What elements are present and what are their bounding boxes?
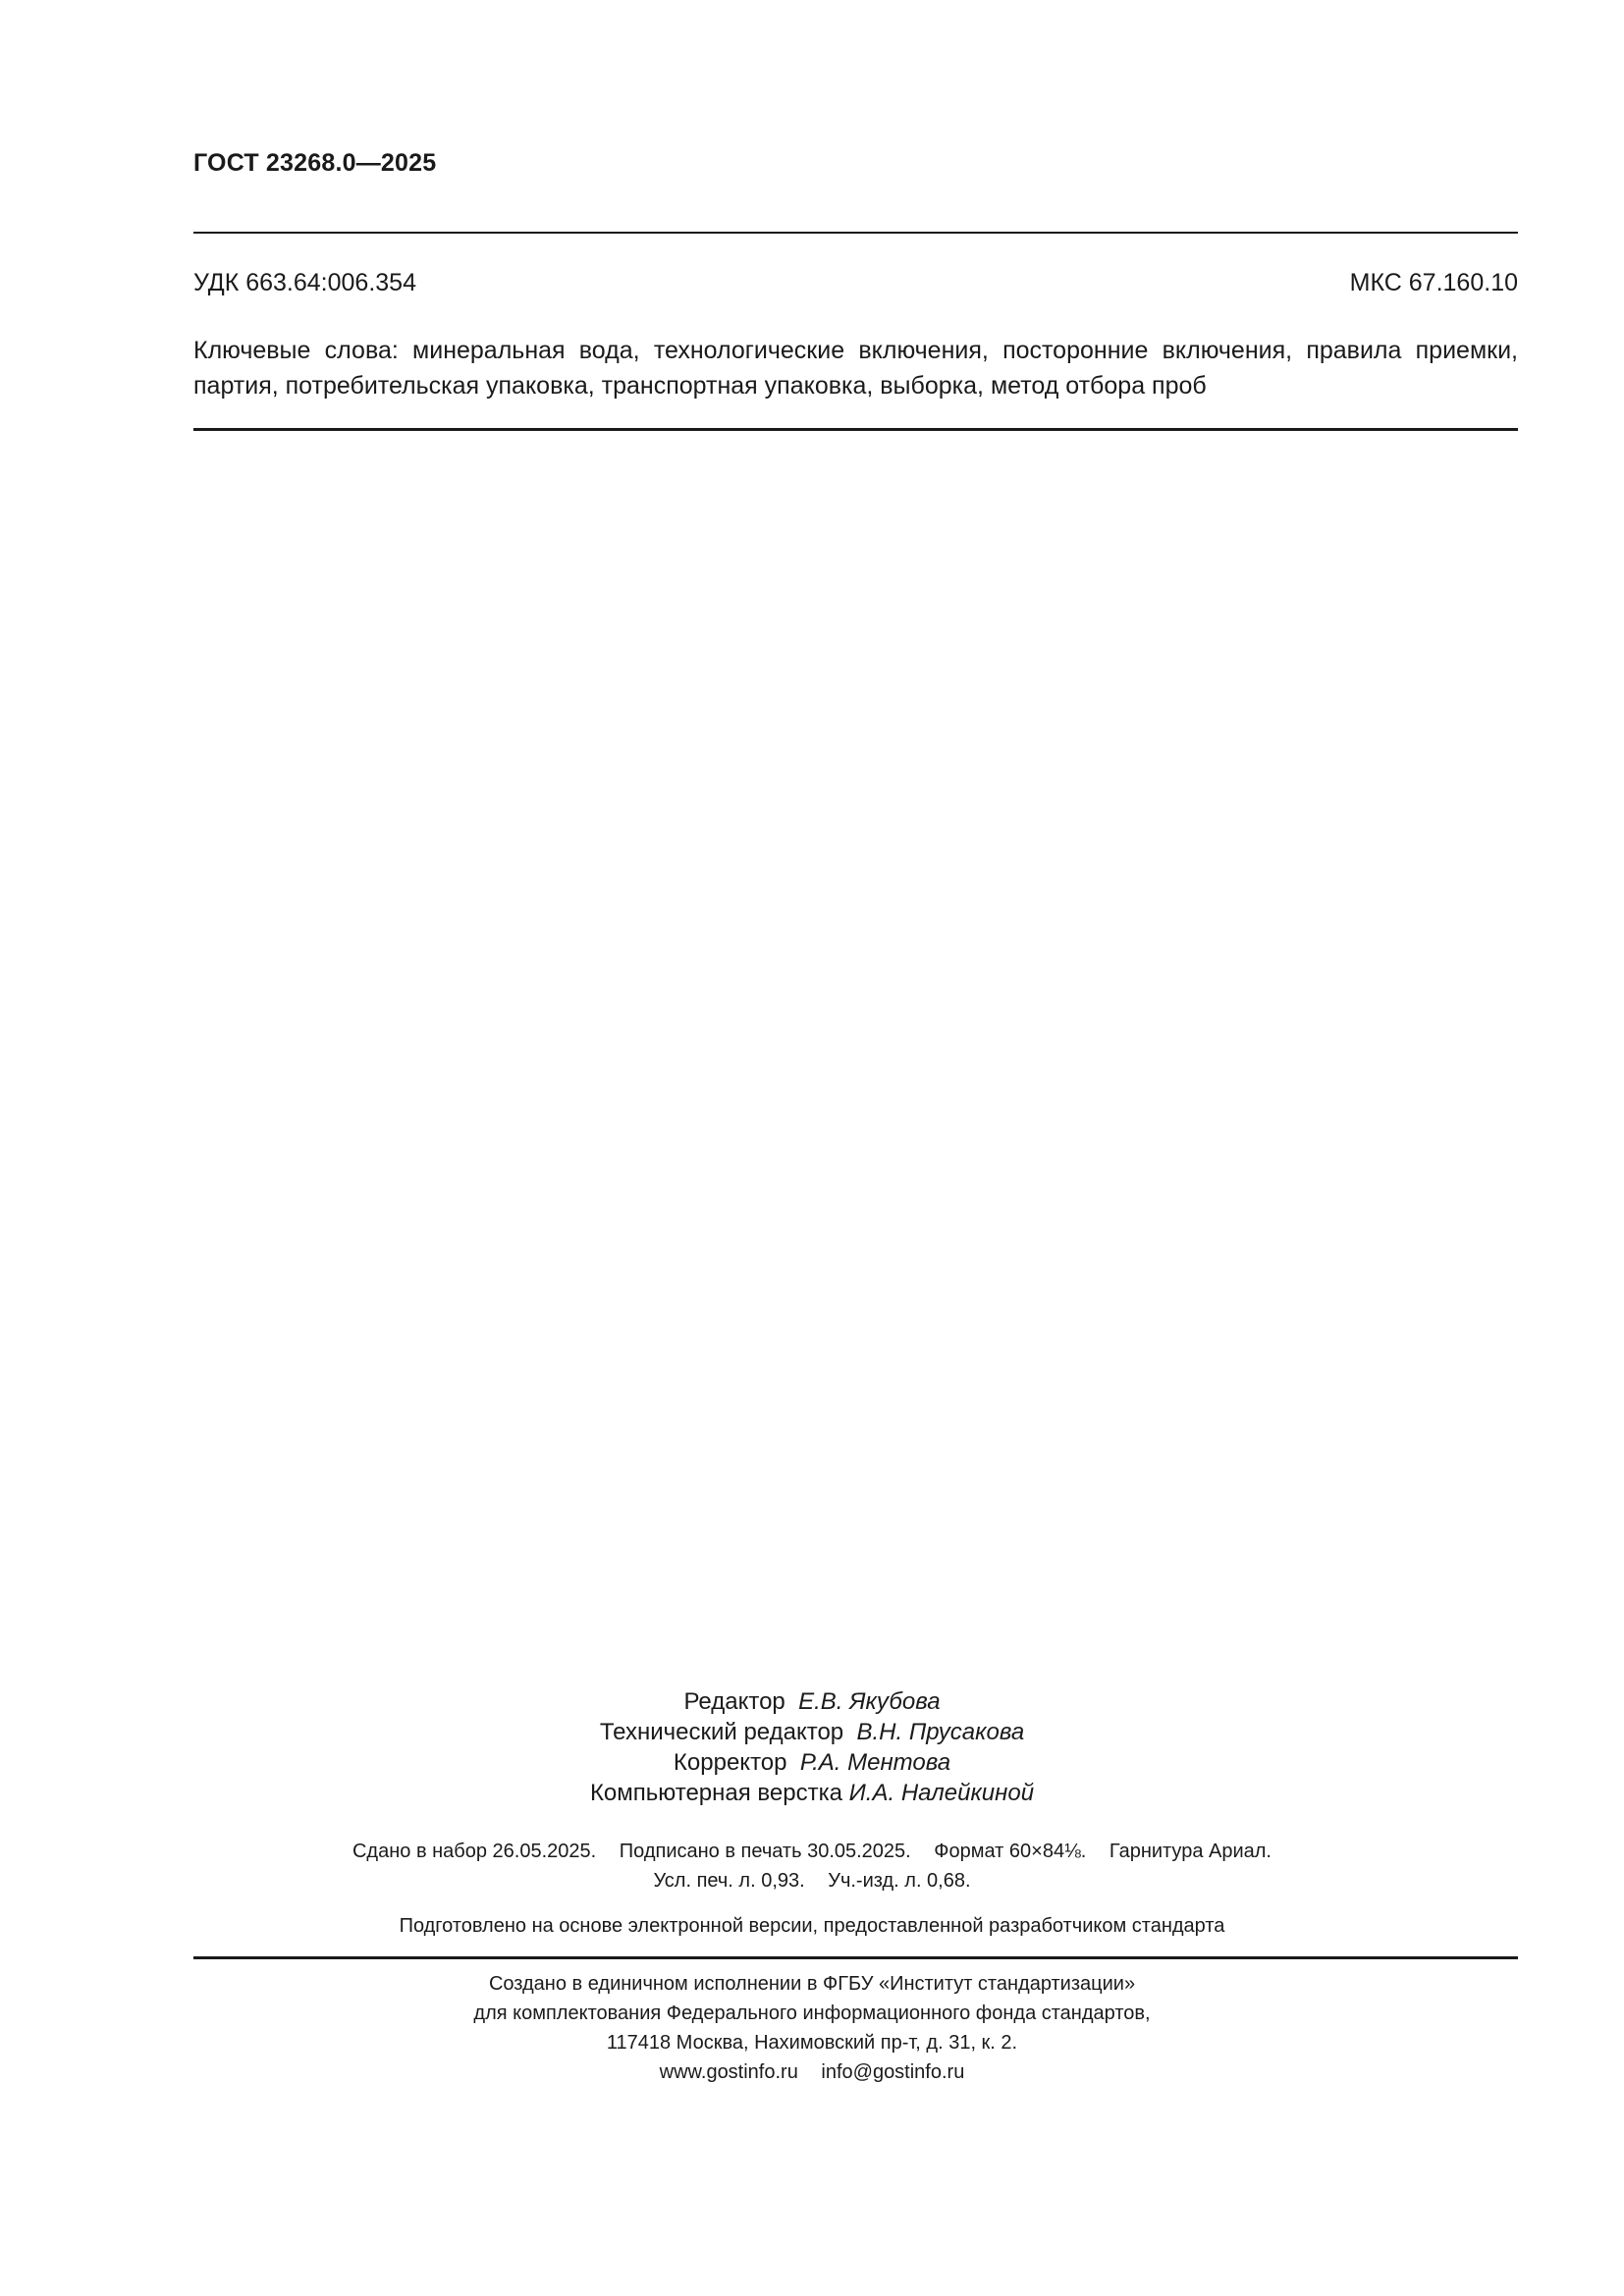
credit-role: Редактор bbox=[683, 1688, 785, 1715]
credit-line bbox=[0, 1686, 1624, 1717]
website-link[interactable]: www.gostinfo.ru bbox=[659, 2061, 798, 2083]
credit-name: И.А. Налейкиной bbox=[848, 1780, 1035, 1806]
print-details bbox=[0, 1837, 1624, 1896]
publisher-block bbox=[0, 1969, 1624, 2087]
credit-role: Компьютерная верстка bbox=[589, 1780, 842, 1806]
prepared-note: Подготовлено на основе электронной версии, предоставленной разработчиком стандарта bbox=[399, 1915, 1225, 1937]
credit-role: Технический редактор bbox=[599, 1719, 844, 1745]
bottom-divider bbox=[193, 1956, 1518, 1959]
signed-date: Подписано в печать 30.05.2025. bbox=[619, 1841, 911, 1862]
paper-format: Формат 60×84⅛. bbox=[934, 1841, 1087, 1862]
credit-name: Е.В. Якубова bbox=[798, 1688, 941, 1715]
print-sheets: Усл. печ. л. 0,93. bbox=[653, 1870, 805, 1892]
publisher-address: 117418 Москва, Нахимовский пр-т, д. 31, к. 2. bbox=[606, 2032, 1018, 2054]
print-details-line bbox=[0, 1866, 1624, 1896]
udk-code: УДК 663.64:006.354 bbox=[193, 269, 416, 296]
credit-role: Корректор bbox=[673, 1749, 787, 1776]
keywords-paragraph: Ключевые слова: минеральная вода, технологические включения, посторонние включения, правила приемки, партия, потребительская упаковка, транспортная упаковка, выборка, метод отбора проб bbox=[193, 337, 1518, 400]
editorial-credits bbox=[0, 1686, 1624, 1808]
publisher-contacts bbox=[0, 2057, 1624, 2087]
classification-codes bbox=[193, 269, 1518, 297]
publisher-line: для комплектования Федерального информационного фонда стандартов, bbox=[473, 2002, 1151, 2024]
typeface: Гарнитура Ариал. bbox=[1109, 1841, 1272, 1862]
submitted-date: Сдано в набор 26.05.2025. bbox=[352, 1841, 597, 1862]
credit-line bbox=[0, 1747, 1624, 1778]
print-details-line bbox=[0, 1837, 1624, 1866]
standard-designation: ГОСТ 23268.0—2025 bbox=[193, 149, 437, 177]
keywords-divider bbox=[193, 428, 1518, 431]
mks-code: МКС 67.160.10 bbox=[1349, 269, 1518, 296]
email-link[interactable]: info@gostinfo.ru bbox=[821, 2061, 965, 2083]
credit-line bbox=[0, 1717, 1624, 1747]
publisher-line: Создано в единичном исполнении в ФГБУ «Институт стандартизации» bbox=[488, 1973, 1136, 1995]
credit-name: Р.А. Ментова bbox=[799, 1749, 951, 1776]
credit-name: В.Н. Прусакова bbox=[856, 1719, 1025, 1745]
publishing-sheets: Уч.-изд. л. 0,68. bbox=[828, 1870, 971, 1892]
top-divider bbox=[193, 232, 1518, 234]
credit-line bbox=[0, 1778, 1624, 1808]
